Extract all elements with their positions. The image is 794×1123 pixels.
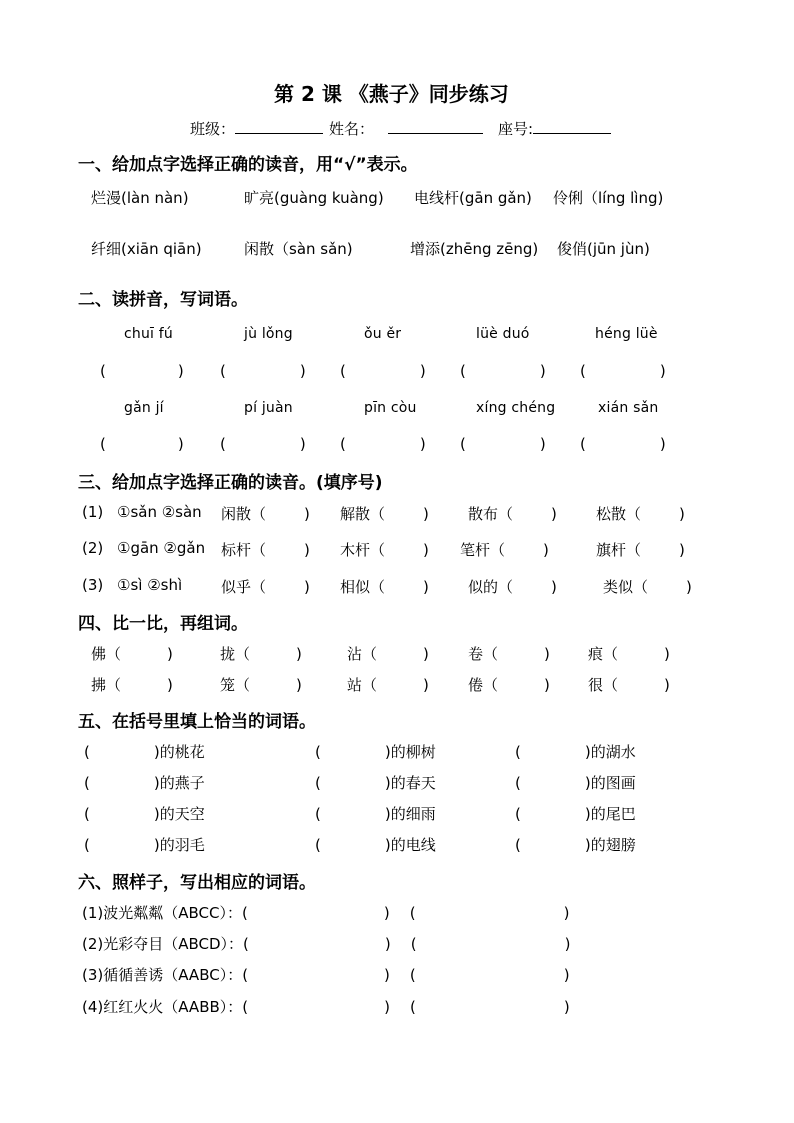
pinyin: héng lüè [595, 326, 658, 342]
fill-item[interactable]: 散布（ ) [468, 505, 557, 523]
compare-item[interactable]: 佛（ ) [91, 645, 173, 663]
fill-item[interactable]: 相似（ ) [340, 578, 429, 596]
compare-item[interactable]: 沾（ ) [347, 645, 429, 663]
s1-item[interactable]: 纤细(xiān qiān) [91, 240, 202, 258]
answer-bracket[interactable]: ( ) [580, 362, 666, 380]
phrase-item[interactable]: ( )的图画 [515, 774, 636, 792]
q-number: (1) [82, 503, 104, 521]
answer-bracket[interactable]: ( ) [580, 435, 666, 453]
pinyin: pīn còu [364, 400, 417, 416]
phrase-item[interactable]: ( )的电线 [315, 836, 436, 854]
answer-bracket[interactable]: ( ) [460, 435, 546, 453]
q-number: (3) [82, 576, 104, 594]
compare-item[interactable]: 拂（ ) [91, 676, 173, 694]
answer-bracket[interactable]: ( ) [220, 435, 306, 453]
seat-label: 座号: [498, 120, 534, 138]
compare-item[interactable]: 卷（ ) [468, 645, 550, 663]
s1-item[interactable]: 电线杆(gān gǎn) [414, 189, 532, 207]
section-3-heading: 三、给加点字选择正确的读音。(填序号) [78, 473, 383, 493]
class-field[interactable] [190, 118, 323, 139]
answer-bracket[interactable]: ( ) [100, 362, 184, 380]
name-label: 姓名： [329, 120, 375, 138]
s1-item[interactable]: 俊俏(jūn jùn) [557, 240, 650, 258]
phrase-item[interactable]: ( )的春天 [315, 774, 436, 792]
pattern-row[interactable]: (3)循循善诱（AABC）：( ) ( ) [82, 966, 570, 984]
phrase-item[interactable]: ( )的羽毛 [84, 836, 205, 854]
compare-item[interactable]: 痕（ ) [588, 645, 670, 663]
seat-blank[interactable] [533, 119, 611, 134]
section-6-heading: 六、照样子，写出相应的词语。 [78, 873, 316, 893]
s1-item[interactable]: 旷亮(guàng kuàng) [244, 189, 384, 207]
phrase-item[interactable]: ( )的桃花 [84, 743, 205, 761]
compare-item[interactable]: 拢（ ) [220, 645, 302, 663]
section-4-heading: 四、比一比，再组词。 [78, 614, 248, 634]
phrase-item[interactable]: ( )的天空 [84, 805, 205, 823]
pinyin: ǒu ěr [364, 326, 402, 342]
s1-item[interactable]: 烂漫(làn nàn) [91, 189, 189, 207]
class-blank[interactable] [235, 119, 323, 134]
section-2-heading: 二、读拼音，写词语。 [78, 290, 248, 310]
compare-item[interactable]: 站（ ) [347, 676, 429, 694]
phrase-item[interactable]: ( )的柳树 [315, 743, 436, 761]
s1-item[interactable]: 伶俐（líng lìng) [553, 189, 664, 207]
fill-item[interactable]: 闲散（ ) [221, 505, 310, 523]
fill-item[interactable]: 松散（ ) [596, 505, 685, 523]
pinyin: lüè duó [476, 326, 530, 342]
pinyin: pí juàn [244, 400, 293, 416]
page-title: 第 2 课 《燕子》同步练习 [274, 82, 509, 106]
fill-item[interactable]: 标杆（ ) [221, 541, 310, 559]
compare-item[interactable]: 笼（ ) [220, 676, 302, 694]
s1-item[interactable]: 增添(zhēng zēng) [410, 240, 539, 258]
answer-bracket[interactable]: ( ) [340, 435, 426, 453]
fill-item[interactable]: 类似（ ) [603, 578, 692, 596]
answer-bracket[interactable]: ( ) [100, 435, 184, 453]
reading-options: ①sǎn ②sàn [117, 503, 202, 521]
pinyin: chuī fú [124, 326, 173, 342]
reading-options: ①gān ②gǎn [117, 539, 206, 557]
pinyin: xián sǎn [598, 400, 659, 416]
pattern-row[interactable]: (4)红红火火（AABB）：( ) ( ) [82, 998, 570, 1016]
name-field[interactable] [329, 118, 483, 139]
section-1-heading: 一、给加点字选择正确的读音，用“√”表示。 [78, 155, 418, 175]
fill-item[interactable]: 似乎（ ) [221, 578, 310, 596]
s1-item[interactable]: 闲散（sàn sǎn) [244, 240, 353, 258]
fill-item[interactable]: 解散（ ) [340, 505, 429, 523]
pattern-row[interactable]: (2)光彩夺目（ABCD）：( ) ( ) [82, 935, 571, 953]
phrase-item[interactable]: ( )的湖水 [515, 743, 636, 761]
fill-item[interactable]: 旗杆（ ) [596, 541, 685, 559]
pinyin: gǎn jí [124, 400, 164, 416]
fill-item[interactable]: 似的（ ) [468, 578, 557, 596]
answer-bracket[interactable]: ( ) [340, 362, 426, 380]
section-5-heading: 五、在括号里填上恰当的词语。 [78, 712, 316, 732]
fill-item[interactable]: 木杆（ ) [340, 541, 429, 559]
phrase-item[interactable]: ( )的细雨 [315, 805, 436, 823]
name-blank[interactable] [388, 119, 483, 134]
pattern-row[interactable]: (1)波光粼粼（ABCC）：( ) ( ) [82, 904, 570, 922]
compare-item[interactable]: 倦（ ) [468, 676, 550, 694]
class-label: 班级： [190, 120, 236, 138]
compare-item[interactable]: 很（ ) [588, 676, 670, 694]
seat-field[interactable] [498, 118, 611, 139]
reading-options: ①sì ②shì [117, 576, 183, 594]
pinyin: jù lǒng [244, 326, 293, 342]
phrase-item[interactable]: ( )的尾巴 [515, 805, 636, 823]
phrase-item[interactable]: ( )的翅膀 [515, 836, 636, 854]
fill-item[interactable]: 笔杆（ ) [460, 541, 549, 559]
pinyin: xíng chéng [476, 400, 556, 416]
q-number: (2) [82, 539, 104, 557]
answer-bracket[interactable]: ( ) [220, 362, 306, 380]
answer-bracket[interactable]: ( ) [460, 362, 546, 380]
phrase-item[interactable]: ( )的燕子 [84, 774, 205, 792]
